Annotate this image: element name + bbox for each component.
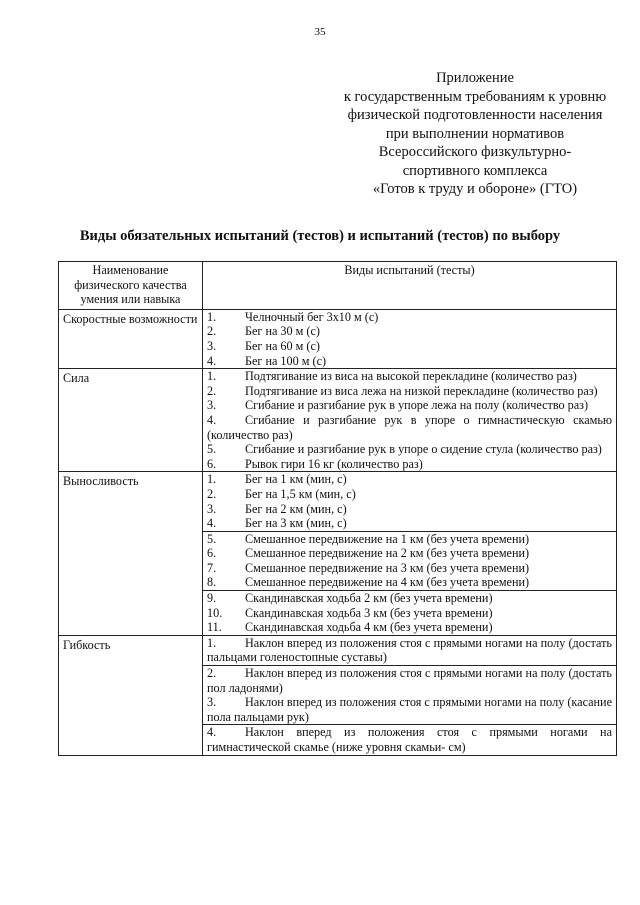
test-text: Подтягивание из виса на высокой перекладине (количество раз) [245, 369, 577, 384]
test-text: Скандинавская ходьба 4 км (без учета времени) [245, 620, 493, 635]
test-text: Челночный бег 3х10 м (с) [245, 309, 379, 324]
test-number: 6. [207, 546, 217, 561]
test-item [203, 413, 616, 442]
table-header-row [59, 262, 617, 310]
test-item [203, 636, 616, 665]
test-text: Бег на 100 м (с) [245, 353, 327, 368]
test-item [203, 620, 616, 635]
test-text: Бег на 1,5 км (мин, с) [245, 486, 356, 501]
quality-cell: Выносливость [59, 472, 203, 636]
test-item [203, 725, 616, 754]
tests-cell [203, 635, 617, 755]
test-number: 2. [207, 324, 217, 339]
test-number: 3. [207, 338, 217, 353]
appendix-line: Приложение [436, 70, 514, 86]
test-number: 4. [207, 412, 217, 427]
test-item [203, 457, 616, 472]
test-text: Бег на 2 км (мин, с) [245, 501, 347, 516]
table-row-strength [59, 369, 617, 472]
quality-cell: Скоростные возможности [59, 309, 203, 368]
table-row-flexibility [59, 635, 617, 755]
test-item [203, 666, 616, 695]
test-item [203, 695, 616, 724]
test-text: Бег на 3 км (мин, с) [245, 516, 347, 531]
test-number: 6. [207, 456, 217, 471]
appendix-line: при выполнении нормативов [385, 125, 565, 142]
test-item [203, 591, 616, 606]
test-text: Сгибание и разгибание рук в упоре о сидение стула (количество раз) [245, 442, 602, 457]
test-number: 1. [207, 309, 217, 324]
test-number: 7. [207, 560, 217, 575]
test-text: Бег на 1 км (мин, с) [245, 472, 347, 487]
test-number: 11. [207, 620, 222, 635]
appendix-line: к государственным требованиям к уровню [343, 88, 607, 105]
test-number: 3. [207, 695, 217, 710]
test-group [203, 666, 616, 725]
test-item [203, 472, 616, 487]
test-group [203, 591, 616, 635]
test-item [203, 516, 616, 531]
test-text: Смешанное передвижение на 4 км (без учета времени) [245, 575, 530, 590]
page-number: 35 [314, 26, 326, 38]
appendix-line: спортивного комплекса [402, 162, 548, 179]
test-number: 1. [207, 472, 217, 487]
test-group [203, 725, 616, 754]
test-item [203, 310, 616, 325]
table-row-endurance [59, 472, 617, 636]
test-number: 8. [207, 575, 217, 590]
test-item [203, 354, 616, 369]
test-item [203, 606, 616, 621]
test-text: Наклон вперед из положения стоя с прямыми ногами на полу (достать пол ладонями) [207, 666, 612, 695]
test-text: Сгибание и разгибание рук в упоре о гимнастическую скамью (количество раз) [207, 412, 612, 442]
quality-cell: Гибкость [59, 635, 203, 755]
quality-cell: Сила [59, 369, 203, 472]
test-number: 2. [207, 666, 217, 681]
tests-cell [203, 309, 617, 368]
test-item [203, 575, 616, 590]
table-row-speed [59, 309, 617, 368]
test-number: 9. [207, 591, 217, 606]
appendix-line: «Готов к труду и обороне» (ГТО) [372, 181, 578, 197]
test-item [203, 561, 616, 576]
test-number: 2. [207, 486, 217, 501]
test-number: 1. [207, 635, 217, 650]
test-item [203, 487, 616, 502]
appendix-line: физической подготовленности населения [347, 107, 603, 123]
test-number: 10. [207, 605, 223, 620]
test-text: Рывок гири 16 кг (количество раз) [245, 456, 423, 471]
test-number: 4. [207, 353, 217, 368]
tests-cell [203, 369, 617, 472]
test-item [203, 532, 616, 547]
test-text: Наклон вперед из положения стоя с прямыми ногами на полу (касание пола пальцами рук) [207, 695, 612, 724]
test-group [203, 369, 616, 471]
test-number: 1. [207, 369, 217, 384]
test-item [203, 502, 616, 517]
test-text: Смешанное передвижение на 3 км (без учета времени) [245, 560, 530, 575]
test-number: 3. [207, 501, 217, 516]
test-text: Смешанное передвижение на 1 км (без учета времени) [245, 531, 530, 546]
header-test-types: Виды испытаний (тесты) [203, 262, 617, 310]
test-item [203, 384, 616, 399]
test-text: Подтягивание из виса лежа на низкой перекладине (количество раз) [245, 383, 598, 398]
test-number: 4. [207, 725, 217, 740]
test-item [203, 339, 616, 354]
test-number: 3. [207, 398, 217, 413]
test-text: Наклон вперед из положения стоя с прямыми ногами на полу (достать пальцами голеностопные суставы) [207, 635, 612, 665]
test-text: Скандинавская ходьба 2 км (без учета времени) [245, 591, 493, 606]
test-text: Смешанное передвижение на 2 км (без учета времени) [245, 546, 530, 561]
header-quality: Наименование физического качества умения или навыка [59, 262, 203, 310]
test-text: Сгибание и разгибание рук в упоре лежа на полу (количество раз) [245, 398, 589, 413]
test-item [203, 324, 616, 339]
test-number: 4. [207, 516, 217, 531]
test-group [203, 472, 616, 531]
document-heading: Виды обязательных испытаний (тестов) и испытаний (тестов) по выбору [79, 228, 561, 244]
test-text: Скандинавская ходьба 3 км (без учета времени) [245, 605, 493, 620]
test-text: Бег на 30 м (с) [245, 324, 320, 339]
test-item [203, 398, 616, 413]
test-item [203, 442, 616, 457]
appendix-line: Всероссийского физкультурно- [378, 144, 572, 160]
test-text: Бег на 60 м (с) [245, 338, 320, 353]
test-item [203, 546, 616, 561]
test-group [203, 310, 616, 368]
test-item [203, 369, 616, 384]
test-number: 5. [207, 531, 217, 546]
appendix-block [340, 69, 610, 199]
test-number: 5. [207, 442, 217, 457]
tests-cell [203, 472, 617, 636]
test-number: 2. [207, 383, 217, 398]
test-text: Наклон вперед из положения стоя с прямыми ногами на гимнастической скамье (ниже уровня скамьи- см) [207, 725, 612, 754]
tests-table [58, 261, 617, 756]
test-group [203, 532, 616, 591]
test-group [203, 636, 616, 666]
